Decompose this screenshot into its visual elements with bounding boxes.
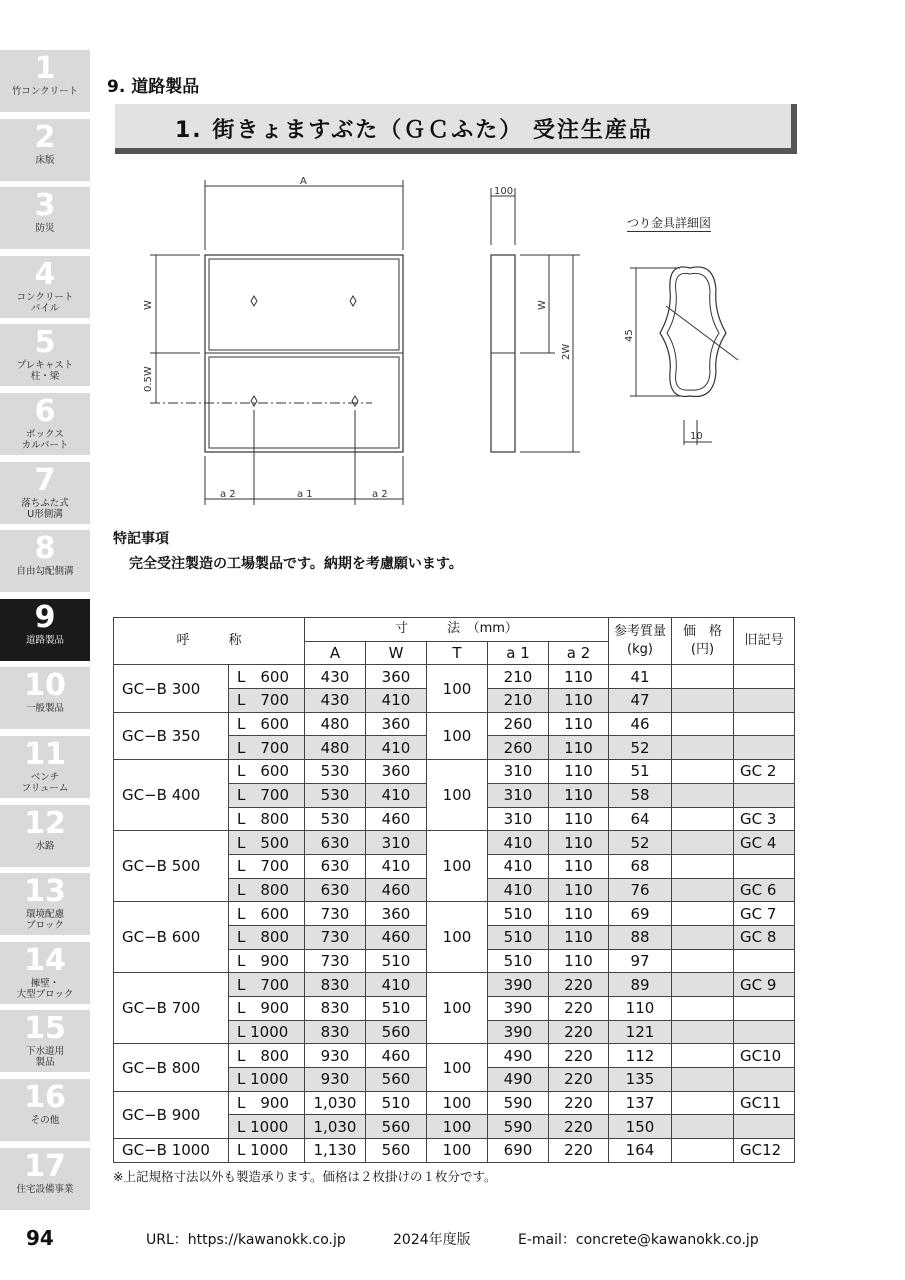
cell-W: 410 (366, 736, 427, 760)
cell-length: L 700 (229, 973, 305, 997)
cell-W: 360 (366, 665, 427, 689)
cell-W: 360 (366, 760, 427, 784)
cell-a1: 410 (488, 831, 549, 855)
dim-thickness-label: 100 (494, 186, 514, 197)
sidebar-tab-label: プレキャスト 柱・梁 (16, 360, 74, 383)
sidebar-tab-number: 13 (24, 874, 66, 910)
cell-name: GC−B 300 (114, 665, 229, 712)
sidebar-tab-13[interactable] (0, 873, 90, 935)
cell-W: 410 (366, 689, 427, 713)
sidebar-tab-label: 防災 (35, 223, 55, 235)
col-header-W: W (366, 641, 427, 665)
cell-old (734, 1115, 795, 1139)
sidebar-tab-9[interactable] (0, 599, 90, 661)
cell-a1: 210 (488, 665, 549, 689)
cell-length: L 700 (229, 736, 305, 760)
cell-a1: 390 (488, 1020, 549, 1044)
cell-a1: 690 (488, 1139, 549, 1163)
dim-W-label: W (143, 300, 154, 310)
cell-length: L 1000 (229, 1020, 305, 1044)
sidebar-tab-8[interactable] (0, 530, 90, 592)
cell-mass: 110 (609, 997, 672, 1021)
cell-price (672, 902, 734, 926)
cell-a2: 110 (549, 949, 609, 973)
cell-W: 560 (366, 1020, 427, 1044)
dim-a1-label: a 1 (297, 489, 313, 500)
detail-title: つり金具詳細図 (627, 216, 712, 230)
col-header-old: 旧記号 (734, 618, 795, 665)
cell-mass: 88 (609, 925, 672, 949)
cell-a1: 390 (488, 997, 549, 1021)
page-title: 1. 街きょますぶた（ＧＣふた） 受注生産品 (175, 118, 653, 143)
cell-a1: 510 (488, 949, 549, 973)
cell-a2: 220 (549, 1020, 609, 1044)
sidebar-tab-label: 水路 (35, 840, 55, 852)
sidebar-tab-10[interactable] (0, 667, 90, 729)
col-header-A: A (305, 641, 366, 665)
cell-A: 430 (305, 665, 366, 689)
cell-length: L 600 (229, 760, 305, 784)
cell-mass: 69 (609, 902, 672, 926)
table-row (114, 1091, 795, 1115)
cell-a2: 110 (549, 925, 609, 949)
cell-old (734, 1068, 795, 1092)
cell-mass: 46 (609, 712, 672, 736)
cell-A: 1,130 (305, 1139, 366, 1163)
cell-A: 830 (305, 1020, 366, 1044)
sidebar-tab-label: 一般製品 (25, 703, 64, 715)
cell-A: 630 (305, 854, 366, 878)
sidebar-tab-label: コンクリート パイル (16, 291, 74, 314)
side-view (491, 188, 580, 452)
cell-a1: 390 (488, 973, 549, 997)
cell-A: 930 (305, 1068, 366, 1092)
notes-heading: 特記事項 (113, 531, 169, 547)
cell-a2: 110 (549, 831, 609, 855)
cell-mass: 47 (609, 689, 672, 713)
cell-a2: 220 (549, 1044, 609, 1068)
cell-mass: 58 (609, 783, 672, 807)
cell-old (734, 1020, 795, 1044)
cell-a2: 110 (549, 783, 609, 807)
cell-old: GC 4 (734, 831, 795, 855)
cell-length: L 800 (229, 925, 305, 949)
cell-old: GC 7 (734, 902, 795, 926)
sidebar-tab-number: 6 (34, 394, 56, 429)
cell-W: 510 (366, 997, 427, 1021)
cell-price (672, 665, 734, 689)
cell-mass: 112 (609, 1044, 672, 1068)
table-row (114, 712, 795, 736)
cell-mass: 121 (609, 1020, 672, 1044)
sidebar-tab-12[interactable] (0, 805, 90, 867)
table-row (114, 1044, 795, 1068)
cell-a2: 110 (549, 878, 609, 902)
dim-a2-left-label: a 2 (220, 489, 236, 500)
cell-mass: 51 (609, 760, 672, 784)
cell-mass: 41 (609, 665, 672, 689)
cell-length: L 700 (229, 854, 305, 878)
sidebar-tab-label: ベンチ フリューム (21, 772, 69, 794)
cell-mass: 52 (609, 736, 672, 760)
cell-length: L 1000 (229, 1068, 305, 1092)
dim-halfW-label: 0.5W (143, 366, 154, 392)
cell-a2: 110 (549, 902, 609, 926)
footer-email[interactable]: E-mail：concrete@kawanokk.co.jp (518, 1232, 759, 1248)
sidebar-tab-label: 自由勾配側溝 (16, 566, 74, 578)
col-header-a1: a 1 (488, 641, 549, 665)
cell-name: GC−B 1000 (114, 1139, 229, 1163)
cell-A: 730 (305, 925, 366, 949)
sidebar-tab-label: 道路製品 (25, 634, 64, 646)
cell-length: L 900 (229, 997, 305, 1021)
cell-old: GC12 (734, 1139, 795, 1163)
spec-table (113, 617, 795, 1163)
sidebar-tab-number: 10 (24, 668, 66, 704)
cell-W: 560 (366, 1068, 427, 1092)
cell-a1: 590 (488, 1115, 549, 1139)
cell-W: 560 (366, 1139, 427, 1163)
cell-mass: 76 (609, 878, 672, 902)
sidebar-tab-label: 下水道用 製品 (25, 1046, 64, 1069)
lifting-hole-icon (251, 296, 358, 406)
cell-price (672, 1091, 734, 1115)
cell-T: 100 (427, 1115, 488, 1139)
cell-a2: 110 (549, 807, 609, 831)
cell-W: 460 (366, 925, 427, 949)
cell-A: 430 (305, 689, 366, 713)
cell-a1: 210 (488, 689, 549, 713)
cell-a2: 220 (549, 1139, 609, 1163)
cell-old (734, 997, 795, 1021)
cell-mass: 68 (609, 854, 672, 878)
sidebar-tab-number: 9 (34, 599, 56, 635)
cell-a2: 110 (549, 689, 609, 713)
cell-price (672, 1115, 734, 1139)
cell-length: L 800 (229, 878, 305, 902)
cell-name: GC−B 700 (114, 973, 229, 1044)
table-row (114, 665, 795, 689)
cell-mass: 164 (609, 1139, 672, 1163)
table-row (114, 760, 795, 784)
sidebar-tab-label: 落ちふた式 U形側溝 (21, 497, 69, 520)
hook-detail (630, 267, 738, 445)
table-row (114, 902, 795, 926)
footer-edition: 2024年度版 (393, 1232, 471, 1248)
cell-T: 100 (427, 665, 488, 712)
cell-A: 730 (305, 902, 366, 926)
cell-a1: 510 (488, 925, 549, 949)
sidebar-tab-label: 竹コンクリート (11, 86, 79, 97)
sidebar-tab-number: 3 (34, 188, 56, 224)
sidebar-tab-number: 7 (34, 462, 56, 498)
cell-a2: 110 (549, 712, 609, 736)
page-number: 94 (26, 1226, 54, 1250)
col-header-mass: 参考質量 (kg) (609, 618, 672, 665)
cell-name: GC−B 600 (114, 902, 229, 973)
cell-W: 510 (366, 1091, 427, 1115)
cell-old: GC 6 (734, 878, 795, 902)
cell-length: L 700 (229, 689, 305, 713)
cell-W: 310 (366, 831, 427, 855)
cell-price (672, 973, 734, 997)
cell-old (734, 689, 795, 713)
cell-old: GC 2 (734, 760, 795, 784)
cell-A: 1,030 (305, 1091, 366, 1115)
sidebar-tab-label: 環境配慮 ブロック (25, 909, 64, 932)
cell-A: 630 (305, 831, 366, 855)
cell-price (672, 1020, 734, 1044)
cell-price (672, 783, 734, 807)
cell-old (734, 665, 795, 689)
cell-length: L 800 (229, 1044, 305, 1068)
cell-a1: 310 (488, 807, 549, 831)
cell-mass: 97 (609, 949, 672, 973)
cell-a2: 220 (549, 1068, 609, 1092)
cell-length: L 1000 (229, 1115, 305, 1139)
cell-A: 530 (305, 807, 366, 831)
sidebar-tab-label: 擁壁・ 大型ブロック (16, 977, 74, 1000)
cell-name: GC−B 500 (114, 831, 229, 902)
cell-price (672, 689, 734, 713)
table-note: ※上記規格寸法以外も製造承ります。価格は２枚掛けの１枚分です。 (113, 1169, 497, 1184)
cell-old: GC10 (734, 1044, 795, 1068)
cell-name: GC−B 800 (114, 1044, 229, 1091)
sidebar-tab-number: 4 (34, 256, 56, 292)
cell-old (734, 736, 795, 760)
cell-A: 630 (305, 878, 366, 902)
cell-old: GC 8 (734, 925, 795, 949)
dim-detail-width-label: 10 (690, 431, 703, 442)
cell-price (672, 807, 734, 831)
sidebar-tab-number: 1 (34, 51, 56, 86)
cell-old (734, 712, 795, 736)
cell-A: 1,030 (305, 1115, 366, 1139)
sidebar-tab-number: 17 (24, 1148, 66, 1184)
sidebar-tab-label: ボックス カルバート (21, 429, 69, 451)
sidebar-tab-11[interactable] (0, 736, 90, 798)
cell-T: 100 (427, 760, 488, 831)
cell-price (672, 760, 734, 784)
cell-price (672, 997, 734, 1021)
cell-length: L 500 (229, 831, 305, 855)
section-label: 9. 道路製品 (107, 77, 200, 97)
cell-mass: 137 (609, 1091, 672, 1115)
cell-length: L 600 (229, 902, 305, 926)
cell-T: 100 (427, 1044, 488, 1091)
footer-url[interactable]: URL：https://kawanokk.co.jp (146, 1232, 346, 1248)
dim-a2-right-label: a 2 (372, 489, 388, 500)
cell-length: L 900 (229, 1091, 305, 1115)
cell-old: GC 3 (734, 807, 795, 831)
sidebar-tab-number: 2 (34, 119, 56, 155)
cell-a1: 410 (488, 854, 549, 878)
cell-name: GC−B 900 (114, 1091, 229, 1138)
cell-a1: 510 (488, 902, 549, 926)
sidebar-tab-16[interactable] (0, 1079, 90, 1141)
sidebar-tab-number: 14 (24, 942, 66, 978)
dim-side-W-label: W (537, 300, 548, 310)
notes-body: 完全受注製造の工場製品です。納期を考慮願います。 (129, 556, 463, 572)
cell-T: 100 (427, 973, 488, 1044)
cell-a1: 590 (488, 1091, 549, 1115)
cell-W: 410 (366, 973, 427, 997)
cell-a1: 310 (488, 783, 549, 807)
cell-price (672, 831, 734, 855)
cell-A: 530 (305, 760, 366, 784)
cell-T: 100 (427, 831, 488, 902)
cell-a1: 310 (488, 760, 549, 784)
sidebar-tab-label: その他 (30, 1115, 60, 1126)
cell-old (734, 783, 795, 807)
sidebar-tab-17[interactable] (0, 1148, 90, 1210)
sidebar-tab-number: 16 (24, 1080, 66, 1115)
cell-A: 930 (305, 1044, 366, 1068)
cell-A: 830 (305, 973, 366, 997)
cell-W: 410 (366, 783, 427, 807)
cell-price (672, 712, 734, 736)
cell-A: 530 (305, 783, 366, 807)
cell-A: 830 (305, 997, 366, 1021)
technical-drawing (0, 0, 905, 520)
cell-length: L 600 (229, 665, 305, 689)
cell-T: 100 (427, 1139, 488, 1163)
sidebar-tab-14[interactable] (0, 942, 90, 1004)
cell-mass: 150 (609, 1115, 672, 1139)
sidebar-tab-number: 5 (34, 325, 56, 361)
cell-length: L 700 (229, 783, 305, 807)
cell-price (672, 878, 734, 902)
cell-price (672, 1068, 734, 1092)
cell-price (672, 925, 734, 949)
cell-a2: 110 (549, 665, 609, 689)
cell-length: L 800 (229, 807, 305, 831)
cell-name: GC−B 350 (114, 712, 229, 759)
cell-T: 100 (427, 1091, 488, 1115)
cell-a2: 110 (549, 760, 609, 784)
cell-A: 730 (305, 949, 366, 973)
cell-price (672, 949, 734, 973)
cell-mass: 64 (609, 807, 672, 831)
dim-detail-height-label: 45 (624, 329, 635, 342)
cell-A: 480 (305, 736, 366, 760)
dim-A-label: A (300, 176, 307, 187)
cell-a1: 490 (488, 1044, 549, 1068)
table-row (114, 831, 795, 855)
col-header-T: T (427, 641, 488, 665)
cell-W: 460 (366, 878, 427, 902)
cell-old: GC 9 (734, 973, 795, 997)
col-header-a2: a 2 (549, 641, 609, 665)
cell-a2: 220 (549, 1091, 609, 1115)
col-header-price: 価 格 (円) (672, 618, 734, 665)
cell-old: GC11 (734, 1091, 795, 1115)
cell-a2: 110 (549, 854, 609, 878)
cell-a2: 220 (549, 973, 609, 997)
cell-a2: 110 (549, 736, 609, 760)
cell-name: GC−B 400 (114, 760, 229, 831)
table-row (114, 973, 795, 997)
cell-W: 510 (366, 949, 427, 973)
cell-mass: 52 (609, 831, 672, 855)
sidebar-tab-label: 床版 (35, 154, 55, 166)
sidebar-tab-number: 12 (24, 805, 66, 841)
cell-length: L 600 (229, 712, 305, 736)
sidebar-tab-15[interactable] (0, 1010, 90, 1072)
cell-W: 360 (366, 712, 427, 736)
cell-a1: 260 (488, 736, 549, 760)
cell-price (672, 736, 734, 760)
cell-W: 560 (366, 1115, 427, 1139)
cell-length: L 1000 (229, 1139, 305, 1163)
cell-mass: 89 (609, 973, 672, 997)
sidebar-tab-number: 8 (34, 531, 56, 567)
cell-old (734, 949, 795, 973)
cell-length: L 900 (229, 949, 305, 973)
cell-T: 100 (427, 712, 488, 759)
sidebar-tab-number: 15 (24, 1011, 66, 1047)
cell-price (672, 1139, 734, 1163)
table-row (114, 1139, 795, 1163)
sidebar-tab-number: 11 (24, 737, 66, 772)
cell-a2: 220 (549, 997, 609, 1021)
cell-a1: 490 (488, 1068, 549, 1092)
cell-A: 480 (305, 712, 366, 736)
cell-W: 360 (366, 902, 427, 926)
cell-price (672, 854, 734, 878)
cell-W: 460 (366, 807, 427, 831)
cell-a1: 410 (488, 878, 549, 902)
cell-W: 460 (366, 1044, 427, 1068)
sidebar-tab-label: 住宅設備事業 (16, 1183, 74, 1195)
cell-a2: 220 (549, 1115, 609, 1139)
col-header-name: 呼 称 (114, 618, 305, 665)
cell-mass: 135 (609, 1068, 672, 1092)
cell-a1: 260 (488, 712, 549, 736)
dim-side-2W-label: 2W (561, 343, 572, 360)
cell-price (672, 1044, 734, 1068)
plan-view (150, 180, 403, 505)
col-header-dims: 寸 法 （mm） (305, 618, 609, 642)
cell-old (734, 854, 795, 878)
cell-W: 410 (366, 854, 427, 878)
cell-T: 100 (427, 902, 488, 973)
